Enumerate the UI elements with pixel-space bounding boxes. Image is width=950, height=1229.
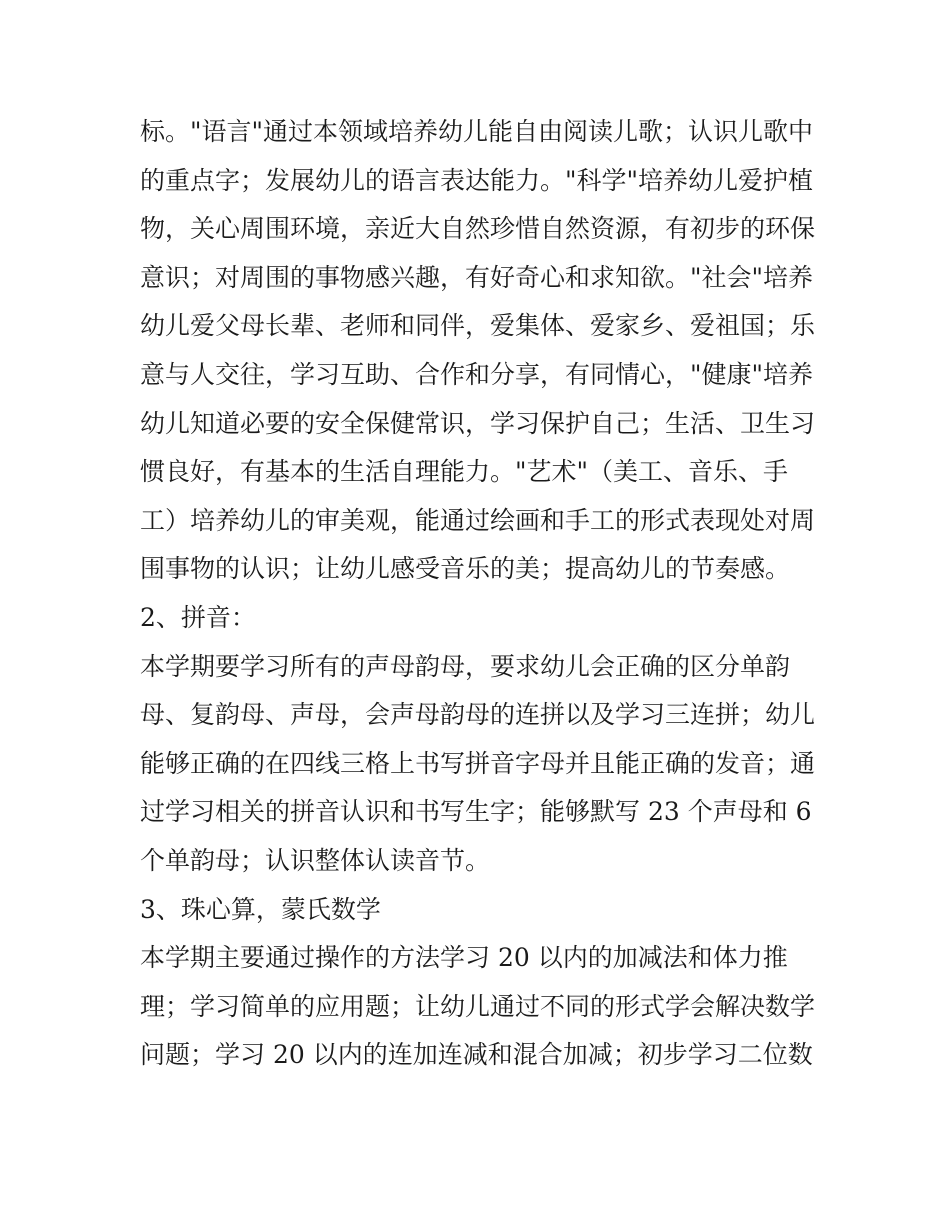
text-line-19: 理；学习简单的应用题；让幼儿通过不同的形式学会解决数学 (140, 991, 816, 1021)
section-heading-math: 3、珠心算，蒙氏数学 (140, 894, 381, 924)
text-line-2: 的重点字；发展幼儿的语言表达能力。"科学"培养幼儿爱护植 (140, 165, 814, 195)
text-line-14: 能够正确的在四线三格上书写拼音字母并且能正确的发音；通 (140, 748, 816, 778)
text-line-7: 幼儿知道必要的安全保健常识，学习保护自己；生活、卫生习 (140, 408, 816, 438)
text-line-16: 个单韵母；认识整体认读音节。 (140, 845, 491, 875)
text-line-20: 问题；学习 20 以内的连加连减和混合加减；初步学习二位数 (140, 1040, 813, 1070)
section-heading-pinyin: 2、拼音： (140, 602, 256, 632)
text-line-13: 母、复韵母、声母，会声母韵母的连拼以及学习三连拼；幼儿 (140, 700, 816, 730)
text-line-15: 过学习相关的拼音认识和书写生字；能够默写 23 个声母和 6 (140, 797, 812, 827)
text-line-1: 标。"语言"通过本领域培养幼儿能自由阅读儿歌；认识儿歌中 (140, 117, 814, 146)
text-line-12: 本学期要学习所有的声母韵母，要求幼儿会正确的区分单韵 (140, 651, 791, 681)
text-line-4: 意识；对周围的事物感兴趣，有好奇心和求知欲。"社会"培养 (140, 262, 814, 292)
text-line-6: 意与人交往，学习互助、合作和分享，有同情心，"健康"培养 (140, 359, 814, 389)
text-line-5: 幼儿爱父母长辈、老师和同伴，爱集体、爱家乡、爱祖国；乐 (140, 311, 816, 341)
text-line-8: 惯良好，有基本的生活自理能力。"艺术"（美工、音乐、手 (140, 457, 789, 487)
text-line-10: 围事物的认识；让幼儿感受音乐的美；提高幼儿的节奏感。 (140, 554, 791, 584)
document-body (140, 108, 820, 1080)
text-line-9: 工）培养幼儿的审美观，能通过绘画和手工的形式表现处对周 (140, 505, 816, 535)
text-line-18: 本学期主要通过操作的方法学习 20 以内的加减法和体力推 (140, 943, 788, 973)
text-line-3: 物，关心周围环境，亲近大自然珍惜自然资源，有初步的环保 (140, 214, 816, 244)
